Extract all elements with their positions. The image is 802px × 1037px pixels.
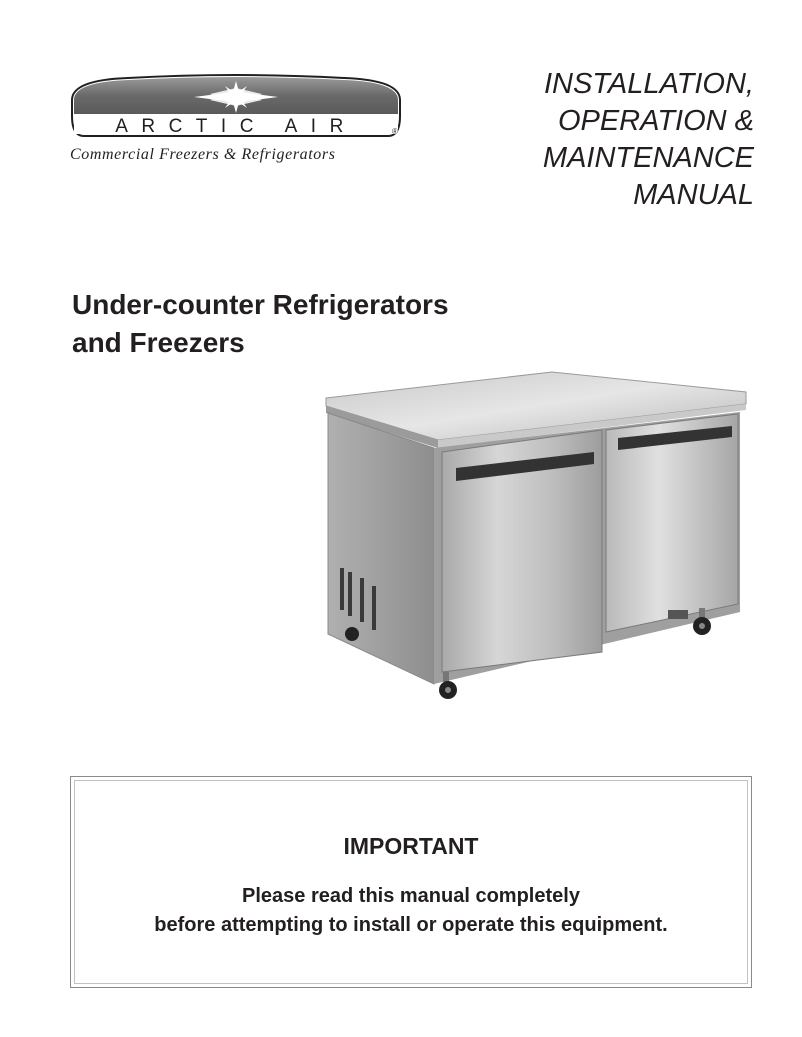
notice-line: before attempting to install or operate this equipment. — [154, 914, 668, 936]
manual-title — [543, 66, 754, 214]
manual-title-line: MAINTENANCE — [542, 142, 754, 174]
manual-title-line: INSTALLATION, — [543, 68, 754, 100]
product-heading-line: and Freezers — [72, 327, 245, 358]
product-heading-line: Under-counter Refrigerators — [72, 289, 449, 320]
notice-line: Please read this manual completely — [242, 885, 580, 907]
product-photo — [322, 368, 754, 714]
brand-logo — [68, 70, 404, 170]
logo-brand-text: ARCTIC AIR — [115, 116, 357, 137]
notice-text — [71, 882, 751, 940]
manual-title-line: MANUAL — [633, 179, 754, 211]
arctic-air-logo-mark — [68, 70, 404, 146]
registered-mark: ® — [392, 127, 398, 136]
notice-heading: IMPORTANT — [343, 833, 479, 859]
control-panel — [668, 610, 688, 619]
product-heading — [72, 286, 449, 362]
refrigerator-icon — [322, 368, 754, 714]
caster-wheel — [345, 627, 359, 641]
manual-title-line: OPERATION & — [557, 105, 754, 137]
important-notice — [70, 776, 752, 988]
logo-tagline: Commercial Freezers & Refrigerators — [70, 146, 336, 163]
